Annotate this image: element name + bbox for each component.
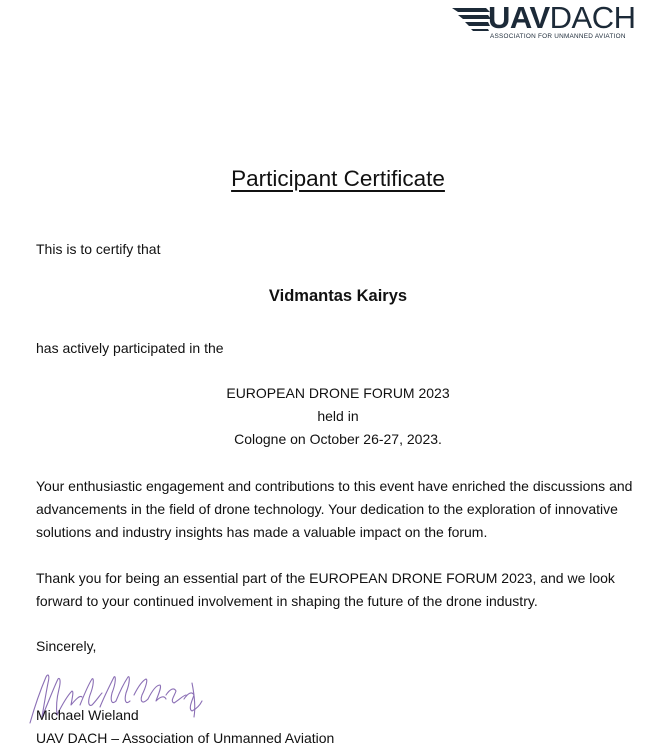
event-name: EUROPEAN DRONE FORUM 2023 (226, 385, 450, 401)
held-in: held in (317, 408, 359, 424)
participant-name: Vidmantas Kairys (268, 287, 408, 305)
signer-organization: UAV DACH – Association of Unmanned Aviation (36, 730, 335, 746)
closing: Sincerely, (36, 638, 97, 654)
paragraph-thanks: Thank you for being an essential part of the EUROPEAN DRONE FORUM 2023, and we look forward to your continued involvement in shaping the future of the drone industry. (36, 570, 615, 609)
logo-dach: DACH (549, 0, 636, 35)
logo-wordmark (488, 1, 636, 35)
paragraph-engagement: Your enthusiastic engagement and contributions to this event have enriched the discussions and advancements in the field of drone technology. Your dedication to the exploration of innovative solutions and industry insights has made a valuable impact on the forum. (36, 478, 633, 540)
signer-name: Michael Wieland (36, 707, 139, 723)
logo-tagline: ASSOCIATION FOR UNMANNED AVIATION (490, 33, 626, 40)
event-location-date: Cologne on October 26-27, 2023. (234, 431, 442, 447)
uavdach-logo (452, 2, 642, 44)
certify-line: This is to certify that (36, 241, 161, 257)
certificate-title: Participant Certificate (231, 166, 445, 191)
logo-uav: UAV (488, 0, 550, 35)
participated-line: has actively participated in the (36, 340, 224, 356)
